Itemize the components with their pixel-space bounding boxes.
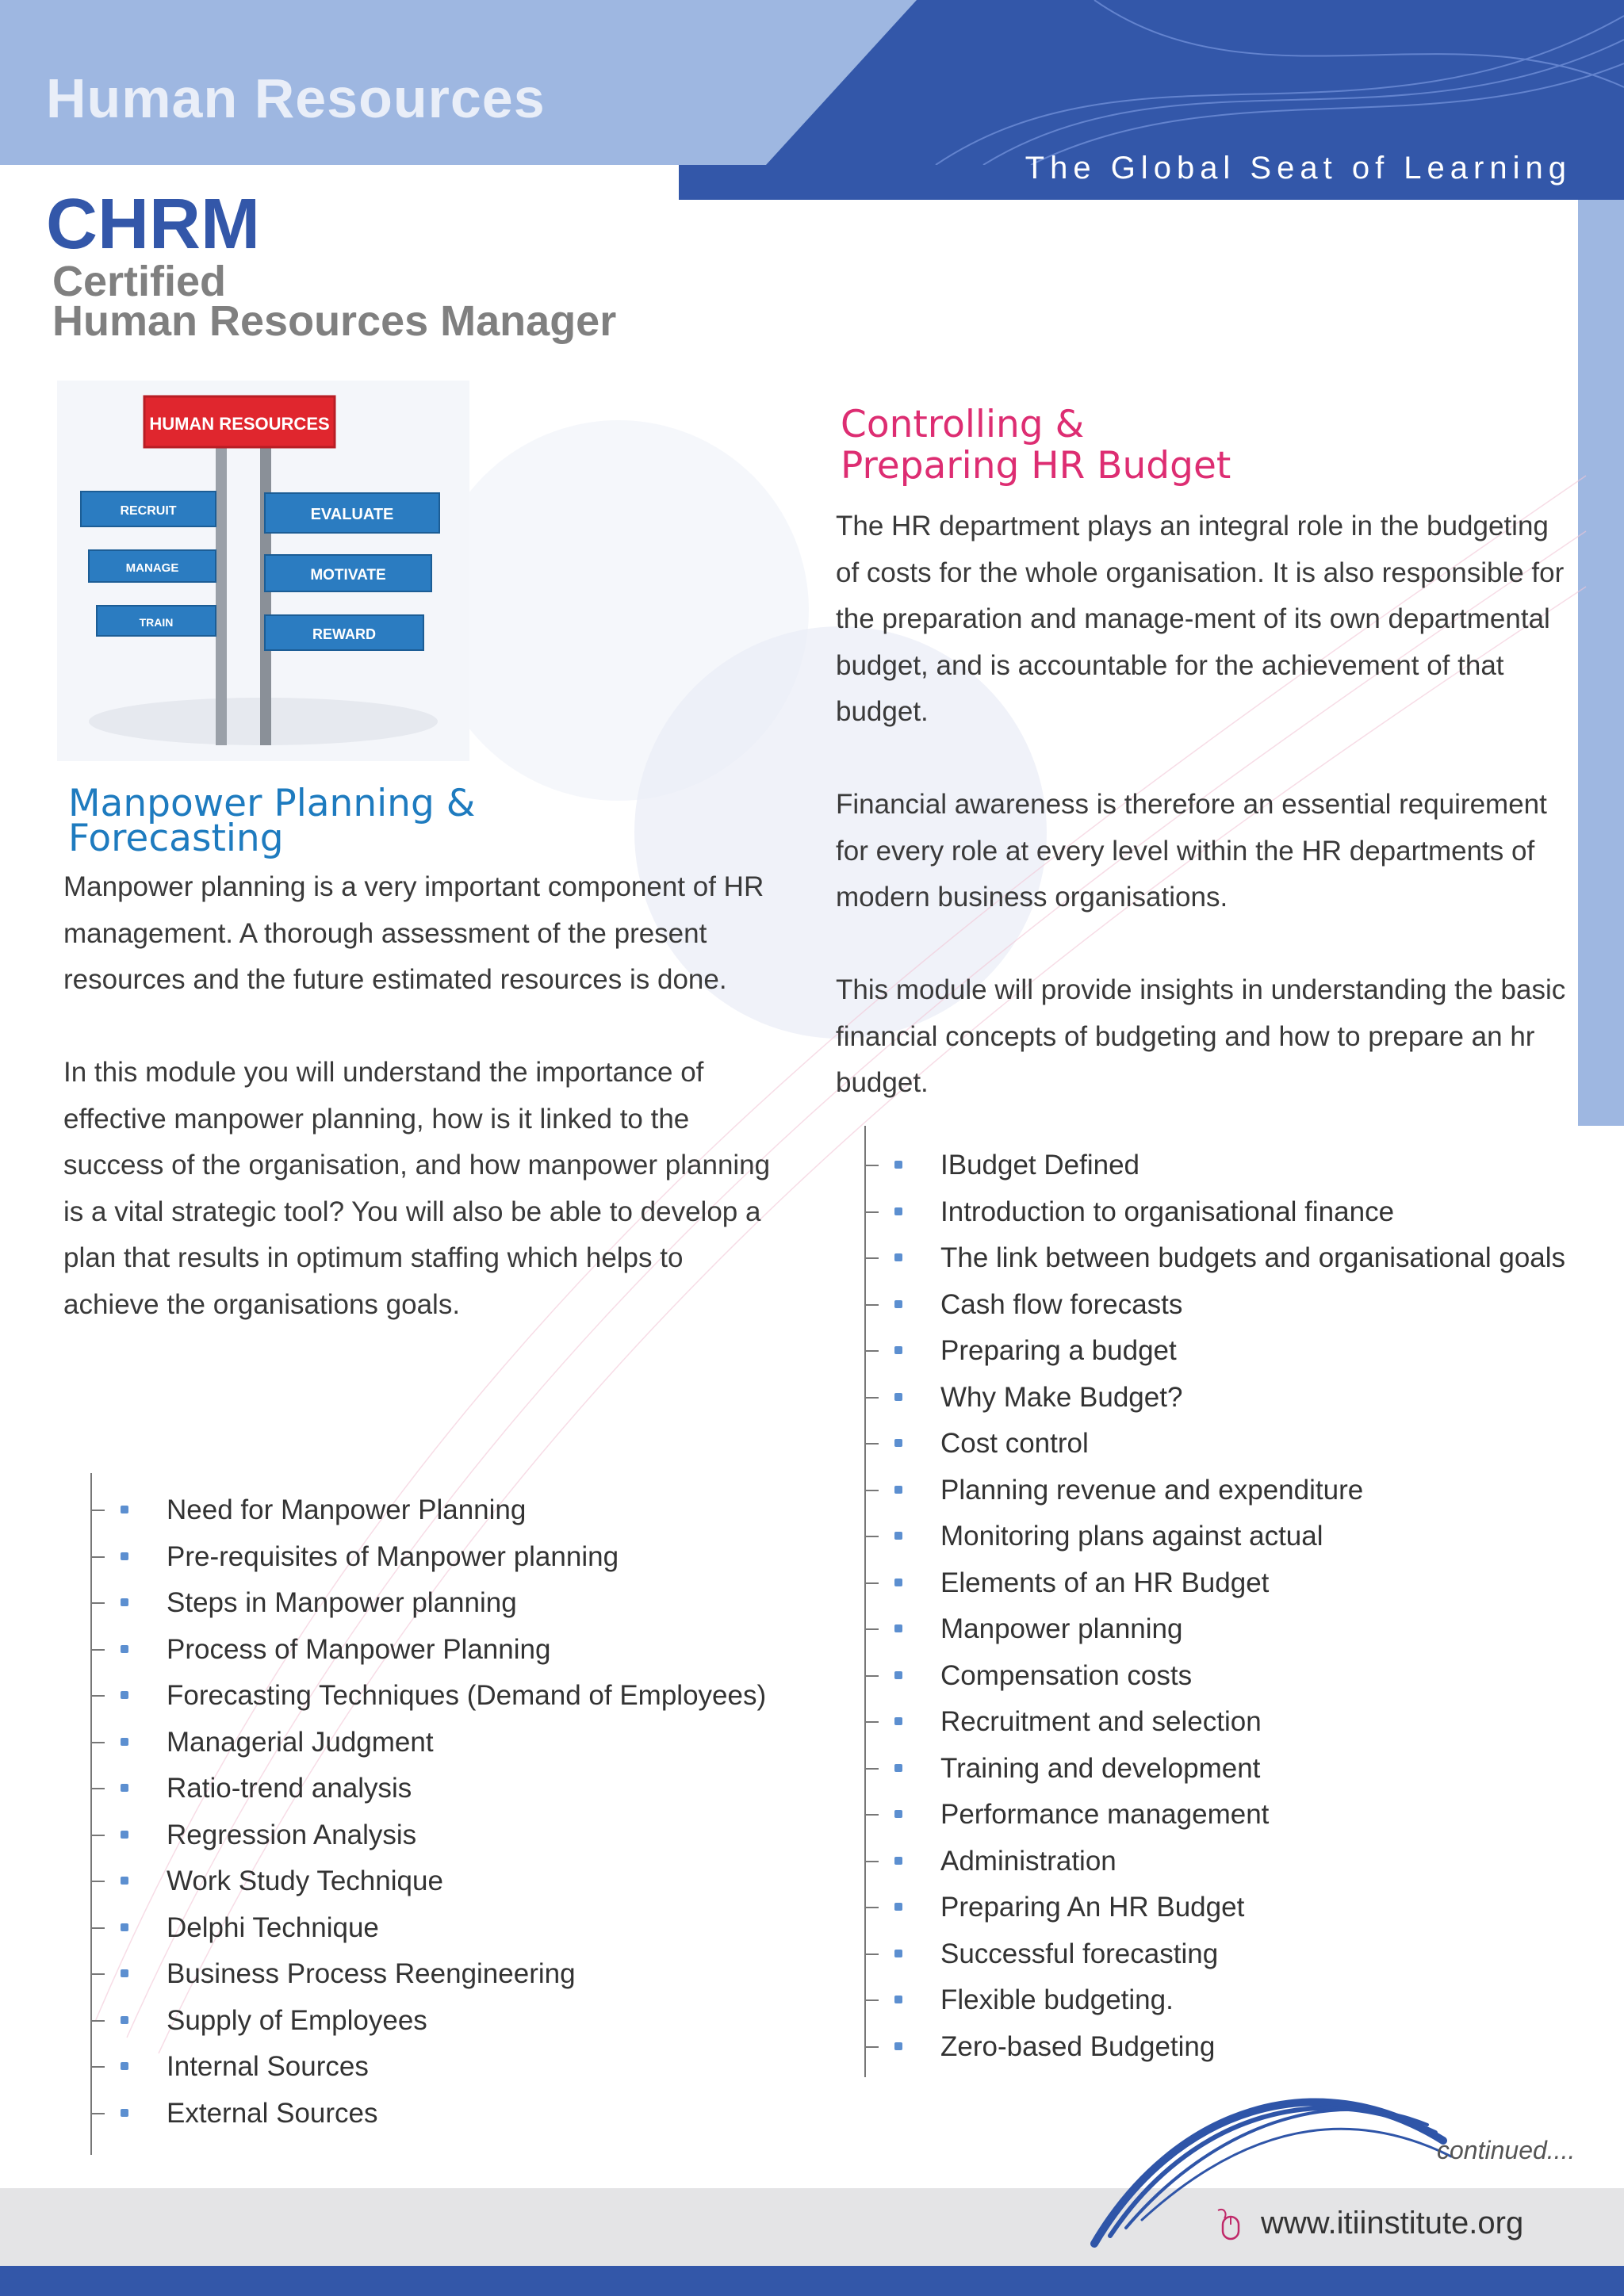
- budget-list-item: [864, 1235, 1565, 1282]
- budget-list-item: [864, 1606, 1565, 1653]
- budget-list-item-label: Preparing An HR Budget: [940, 1892, 1245, 1923]
- sign-motivate-label: MOTIVATE: [310, 567, 386, 584]
- budget-list-item-label: Elements of an HR Budget: [940, 1567, 1270, 1598]
- budget-list-item-label: Performance management: [940, 1799, 1270, 1830]
- list-connector: [864, 1536, 879, 1537]
- bullet-icon: [121, 1877, 128, 1885]
- manpower-list-item-label: Work Study Technique: [167, 1866, 443, 1896]
- course-name: [52, 258, 617, 345]
- manpower-list-item-label: Need for Manpower Planning: [167, 1494, 527, 1525]
- list-connector: [864, 1350, 879, 1352]
- list-connector: [864, 1999, 879, 2001]
- list-connector: [864, 1582, 879, 1584]
- list-connector: [864, 1721, 879, 1723]
- signpost-icon: [57, 381, 469, 761]
- list-connector: [864, 1397, 879, 1399]
- budget-list-item: [864, 1792, 1565, 1839]
- list-connector: [90, 1835, 105, 1836]
- manpower-list-item-label: Internal Sources: [167, 2051, 369, 2082]
- budget-paragraph-3: This module will provide insights in understanding the basic financial concepts of budgeting and how to prepare an hr budget.: [836, 974, 1566, 1098]
- manpower-list-item-label: Business Process Reengineering: [167, 1958, 576, 1989]
- course-name-line2: Human Resources Manager: [52, 297, 617, 345]
- list-connector: [864, 2046, 879, 2048]
- budget-list-item: [864, 1142, 1565, 1189]
- bullet-icon: [121, 2062, 128, 2070]
- list-connector: [864, 1954, 879, 1955]
- list-connector: [864, 1211, 879, 1213]
- bullet-icon: [894, 1346, 902, 1354]
- bullet-icon: [894, 1207, 902, 1215]
- manpower-list-item: [90, 1812, 766, 1859]
- list-connector: [864, 1814, 879, 1816]
- budget-section-title: [841, 404, 1231, 487]
- list-connector: [864, 1628, 879, 1630]
- bullet-icon: [121, 2109, 128, 2117]
- list-connector: [90, 1602, 105, 1604]
- budget-list-item: [864, 1977, 1565, 2024]
- list-connector: [90, 1510, 105, 1511]
- manpower-list-item: [90, 1580, 766, 1627]
- manpower-list-item: [90, 1766, 766, 1812]
- bullet-icon: [894, 1996, 902, 2003]
- manpower-list-item-label: Supply of Employees: [167, 2004, 427, 2036]
- wave-decoration-overlay: [777, 0, 1624, 165]
- budget-list-item: [864, 1328, 1565, 1375]
- continued-note: continued....: [1437, 2136, 1576, 2164]
- budget-paragraph-2: Financial awareness is therefore an essential requirement for every role at every level within the HR departments of modern business organisations.: [836, 789, 1547, 913]
- budget-list-item: [864, 1653, 1565, 1700]
- budget-list-item: [864, 1375, 1565, 1422]
- sign-recruit-label: RECRUIT: [120, 504, 177, 518]
- bullet-icon: [894, 1161, 902, 1169]
- footer-strip: [0, 2266, 1624, 2296]
- list-connector: [864, 1675, 879, 1677]
- manpower-list-item: [90, 1673, 766, 1720]
- bullet-icon: [894, 2042, 902, 2050]
- budget-list-item: [864, 1189, 1565, 1236]
- bullet-icon: [894, 1903, 902, 1911]
- budget-list-item: [864, 1931, 1565, 1978]
- list-connector: [90, 1556, 105, 1558]
- manpower-list-item-label: Process of Manpower Planning: [167, 1633, 551, 1665]
- manpower-list-item: [90, 1905, 766, 1952]
- manpower-list-item-label: External Sources: [167, 2097, 378, 2129]
- bullet-icon: [121, 1645, 128, 1653]
- manpower-list-item: [90, 2091, 766, 2137]
- list-connector: [90, 1695, 105, 1697]
- manpower-list-item: [90, 1534, 766, 1581]
- header-tagline: The Global Seat of Learning: [1025, 151, 1572, 186]
- course-code: CHRM: [46, 185, 260, 264]
- bullet-icon: [894, 1393, 902, 1401]
- sign-pole-left: [216, 428, 227, 745]
- bullet-icon: [121, 1506, 128, 1513]
- bullet-icon: [894, 1671, 902, 1679]
- budget-list-item-label: Training and development: [940, 1752, 1261, 1784]
- budget-list-item-label: Planning revenue and expenditure: [940, 1474, 1364, 1506]
- manpower-list-item-label: Ratio-trend analysis: [167, 1773, 412, 1804]
- bullet-icon: [894, 1486, 902, 1494]
- manpower-list-item: [90, 1858, 766, 1905]
- bullet-icon: [121, 1691, 128, 1699]
- mouse-icon: [1213, 2206, 1245, 2241]
- list-connector: [864, 1490, 879, 1491]
- manpower-paragraph-1: Manpower planning is a very important component of HR management. A thorough assessment of the present resources and the future estimated resources is done.: [63, 871, 764, 995]
- bullet-icon: [894, 1253, 902, 1261]
- budget-list-item-label: Cash flow forecasts: [940, 1288, 1183, 1320]
- list-connector: [864, 1304, 879, 1306]
- manpower-list-item: [90, 1720, 766, 1766]
- sign-train-label: TRAIN: [139, 616, 174, 629]
- budget-list-item-label: Flexible budgeting.: [940, 1984, 1174, 2015]
- budget-list-item: [864, 1282, 1565, 1329]
- bullet-icon: [894, 1810, 902, 1818]
- budget-list-item: [864, 1746, 1565, 1793]
- bullet-icon: [894, 1532, 902, 1540]
- manpower-list-item: [90, 1487, 766, 1534]
- bullet-icon: [894, 1624, 902, 1632]
- budget-list-item: [864, 1421, 1565, 1468]
- list-connector: [90, 2066, 105, 2068]
- budget-topic-list: [864, 1142, 1565, 2070]
- list-connector: [90, 2020, 105, 2022]
- manpower-list-item-label: Pre-requisites of Manpower planning: [167, 1540, 619, 1572]
- bullet-icon: [121, 1552, 128, 1560]
- budget-list-item-label: Compensation costs: [940, 1659, 1193, 1691]
- list-connector: [90, 1973, 105, 1975]
- manpower-topic-list: [90, 1487, 766, 2137]
- budget-paragraph-1: The HR department plays an integral role in the budgeting of costs for the whole organisation. It is also responsible for the preparation and manage-ment of its own departmental budget, and is accountable for the achievement of that budget.: [836, 511, 1565, 727]
- budget-list-item-label: Manpower planning: [940, 1613, 1183, 1644]
- budget-list-item-label: Monitoring plans against actual: [940, 1521, 1323, 1552]
- budget-list-item-label: Administration: [940, 1845, 1116, 1877]
- budget-list-item-label: Cost control: [940, 1428, 1089, 1459]
- bullet-icon: [121, 1738, 128, 1746]
- bullet-icon: [894, 1439, 902, 1447]
- bullet-icon: [121, 1598, 128, 1606]
- manpower-description: [63, 864, 777, 1328]
- sign-manage-label: MANAGE: [125, 561, 179, 575]
- manpower-list-item-label: Managerial Judgment: [167, 1726, 434, 1758]
- manpower-list-item-label: Regression Analysis: [167, 1819, 417, 1850]
- list-connector: [864, 1257, 879, 1259]
- budget-description: [836, 503, 1573, 1107]
- sign-evaluate-label: EVALUATE: [310, 506, 394, 523]
- bullet-icon: [894, 1578, 902, 1586]
- list-connector: [90, 2113, 105, 2114]
- bullet-icon: [894, 1717, 902, 1725]
- list-connector: [864, 1165, 879, 1166]
- manpower-list-item-label: Delphi Technique: [167, 1911, 379, 1943]
- bullet-icon: [121, 1969, 128, 1977]
- budget-list-item: [864, 1699, 1565, 1746]
- budget-title-line1: Controlling &: [841, 403, 1085, 446]
- manpower-list-item: [90, 1627, 766, 1674]
- list-connector: [90, 1742, 105, 1743]
- bullet-icon: [121, 1923, 128, 1931]
- budget-list-item-label: Zero-based Budgeting: [940, 2030, 1216, 2062]
- manpower-title-line2: Forecasting: [68, 817, 284, 860]
- budget-list-item: [864, 1560, 1565, 1607]
- bullet-icon: [121, 2016, 128, 2024]
- header-title: Human Resources: [46, 67, 546, 129]
- list-connector: [90, 1881, 105, 1882]
- list-connector: [864, 1907, 879, 1908]
- manpower-list-item-label: Steps in Manpower planning: [167, 1587, 517, 1618]
- sign-top-label: HUMAN RESOURCES: [149, 414, 330, 434]
- budget-list-item: [864, 1839, 1565, 1885]
- manpower-title-line1: Manpower Planning &: [68, 782, 476, 825]
- manpower-paragraph-2: In this module you will understand the importance of effective manpower planning, how is it linked to the success of the organisation, and how manpower planning is a vital strategic tool? You will also be able to develop a plan that results in optimum staffing which helps to achieve the organisations goals.: [63, 1057, 771, 1320]
- manpower-list-item: [90, 1951, 766, 1998]
- budget-list-item-label: Recruitment and selection: [940, 1706, 1262, 1737]
- list-connector: [864, 1768, 879, 1770]
- sign-reward-label: REWARD: [312, 626, 376, 642]
- course-name-line1: Certified: [52, 258, 227, 305]
- budget-list-item: [864, 1513, 1565, 1560]
- budget-list-item-label: The link between budgets and organisational goals: [940, 1242, 1566, 1273]
- bullet-icon: [121, 1831, 128, 1839]
- budget-list-item: [864, 1885, 1565, 1931]
- budget-list-item-label: Successful forecasting: [940, 1938, 1219, 1969]
- list-connector: [864, 1861, 879, 1862]
- list-connector: [90, 1649, 105, 1651]
- budget-list-item-label: Preparing a budget: [940, 1335, 1177, 1366]
- bullet-icon: [894, 1950, 902, 1957]
- budget-list-item: [864, 1468, 1565, 1514]
- manpower-list-item: [90, 1998, 766, 2045]
- website-link[interactable]: www.itiinstitute.org: [1261, 2206, 1524, 2241]
- budget-list-item-label: IBudget Defined: [940, 1150, 1140, 1181]
- manpower-list-item-label: Forecasting Techniques (Demand of Employees): [167, 1680, 767, 1711]
- list-connector: [90, 1927, 105, 1929]
- bullet-icon: [894, 1764, 902, 1772]
- bullet-icon: [894, 1300, 902, 1308]
- bullet-icon: [121, 1784, 128, 1792]
- bullet-icon: [894, 1857, 902, 1865]
- manpower-section-title: [68, 782, 476, 860]
- budget-list-item-label: Introduction to organisational finance: [940, 1196, 1395, 1227]
- budget-list-item-label: Why Make Budget?: [940, 1381, 1183, 1413]
- list-connector: [864, 1443, 879, 1445]
- list-connector: [90, 1788, 105, 1789]
- manpower-list-item: [90, 2044, 766, 2091]
- budget-title-line2: Preparing HR Budget: [841, 444, 1231, 488]
